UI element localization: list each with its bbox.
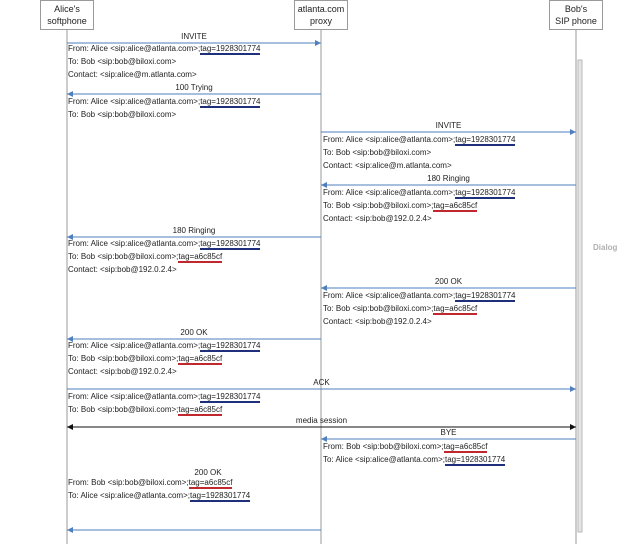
sip-header-line: [323, 317, 432, 327]
sip-header-line: [68, 110, 176, 120]
message-title: 200 OK: [434, 277, 463, 286]
sip-header-text: To: Bob <sip:bob@biloxi.com>;: [68, 354, 179, 363]
sip-header-line: [68, 239, 260, 249]
sip-header-line: [323, 161, 452, 171]
tag-param: tag=a6c85cf: [433, 201, 478, 210]
arrow-head: [315, 40, 321, 46]
sip-header-text: From: Alice <sip:alice@atlanta.com>;: [68, 239, 201, 248]
arrow-head: [570, 129, 576, 135]
sip-header-line: [323, 304, 477, 314]
sip-header-text: From: Alice <sip:alice@atlanta.com>;: [323, 135, 456, 144]
sip-header-text: From: Alice <sip:alice@atlanta.com>;: [68, 341, 201, 350]
message-title: ACK: [313, 378, 330, 387]
arrow-head: [67, 527, 73, 533]
sip-header-text: Contact: <sip:alice@m.atlanta.com>: [323, 161, 452, 170]
sip-header-line: [68, 57, 176, 67]
dialog-bracket: [578, 60, 582, 532]
sip-header-line: [323, 291, 515, 301]
message-title: 180 Ringing: [427, 174, 470, 183]
sip-header-line: [323, 214, 432, 224]
tag-param: tag=1928301774: [200, 44, 261, 53]
tag-param: tag=1928301774: [455, 188, 516, 197]
sip-header-text: To: Bob <sip:bob@biloxi.com>;: [323, 304, 434, 313]
sip-header-text: Contact: <sip:alice@m.atlanta.com>: [68, 70, 197, 79]
sip-header-text: To: Alice <sip:alice@atlanta.com>;: [323, 455, 445, 464]
tag-param: tag=a6c85cf: [178, 405, 223, 414]
tag-param: tag=1928301774: [200, 97, 261, 106]
tag-param: tag=a6c85cf: [178, 252, 223, 261]
message-title: 180 Ringing: [172, 226, 216, 235]
sip-header-line: [68, 367, 177, 377]
sip-header-line: [323, 442, 487, 452]
sip-header-text: From: Bob <sip:bob@biloxi.com>;: [323, 442, 444, 451]
sip-header-line: [68, 252, 222, 262]
arrow-head: [570, 424, 576, 430]
sip-header-line: [68, 392, 260, 402]
sip-header-line: [323, 148, 431, 158]
sip-header-text: To: Bob <sip:bob@biloxi.com>;: [323, 201, 434, 210]
message-title: 100 Trying: [175, 83, 213, 92]
sip-header-text: To: Bob <sip:bob@biloxi.com>: [68, 110, 177, 119]
sip-header-line: [323, 201, 477, 211]
arrow-head: [570, 386, 576, 392]
sip-header-text: From: Alice <sip:alice@atlanta.com>;: [68, 97, 201, 106]
tag-param: tag=a6c85cf: [178, 354, 223, 363]
sip-header-text: To: Bob <sip:bob@biloxi.com>;: [68, 252, 179, 261]
sip-header-line: [68, 491, 250, 501]
sip-header-line: [68, 341, 260, 351]
participant-bob-sip-phone: Bob's SIP phone: [549, 0, 603, 30]
sip-header-text: To: Bob <sip:bob@biloxi.com>;: [68, 405, 179, 414]
message-title: INVITE: [435, 121, 462, 130]
sip-header-line: [323, 135, 515, 145]
tag-param: tag=1928301774: [200, 239, 261, 248]
message-title: media session: [295, 416, 348, 425]
tag-param: tag=1928301774: [200, 392, 261, 401]
message-title: 200 OK: [180, 328, 208, 337]
sip-header-line: [68, 265, 177, 275]
tag-param: tag=1928301774: [189, 491, 251, 500]
sip-header-text: Contact: <sip:bob@192.0.2.4>: [323, 317, 432, 326]
tag-param: tag=a6c85cf: [443, 442, 488, 451]
sip-header-text: From: Alice <sip:alice@atlanta.com>;: [323, 291, 456, 300]
sip-header-text: From: Alice <sip:alice@atlanta.com>;: [68, 44, 201, 53]
sip-header-text: To: Alice <sip:alice@atlanta.com>;: [68, 491, 190, 500]
sip-header-line: [68, 478, 232, 488]
sip-header-text: To: Bob <sip:bob@biloxi.com>: [323, 148, 432, 157]
sip-header-text: Contact: <sip:bob@192.0.2.4>: [68, 367, 177, 376]
sip-header-text: From: Bob <sip:bob@biloxi.com>;: [68, 478, 189, 487]
participant-alice-softphone: Alice's softphone: [40, 0, 94, 30]
sip-header-text: To: Bob <sip:bob@biloxi.com>: [68, 57, 177, 66]
tag-param: tag=a6c85cf: [433, 304, 478, 313]
message-title: BYE: [440, 428, 457, 437]
sip-header-text: Contact: <sip:bob@192.0.2.4>: [68, 265, 177, 274]
sip-header-text: From: Alice <sip:alice@atlanta.com>;: [68, 392, 201, 401]
sip-header-line: [68, 405, 222, 415]
tag-param: tag=1928301774: [455, 291, 516, 300]
dialog-label: Dialog: [593, 243, 618, 252]
sip-header-line: [68, 354, 222, 364]
tag-param: tag=1928301774: [455, 135, 516, 144]
tag-param: tag=1928301774: [200, 341, 261, 350]
sip-header-text: Contact: <sip:bob@192.0.2.4>: [323, 214, 432, 223]
sip-header-line: [68, 97, 260, 107]
participant-atlanta-proxy: atlanta.com proxy: [294, 0, 348, 30]
message-title: INVITE: [181, 32, 207, 41]
tag-param: tag=a6c85cf: [188, 478, 233, 487]
sip-header-text: From: Alice <sip:alice@atlanta.com>;: [323, 188, 456, 197]
sip-header-line: [68, 70, 197, 80]
message-title: 200 OK: [194, 468, 222, 477]
tag-param: tag=1928301774: [444, 455, 506, 464]
sip-header-line: [323, 455, 505, 465]
sip-header-line: [323, 188, 515, 198]
arrow-head: [67, 424, 73, 430]
sip-header-line: [68, 44, 260, 54]
